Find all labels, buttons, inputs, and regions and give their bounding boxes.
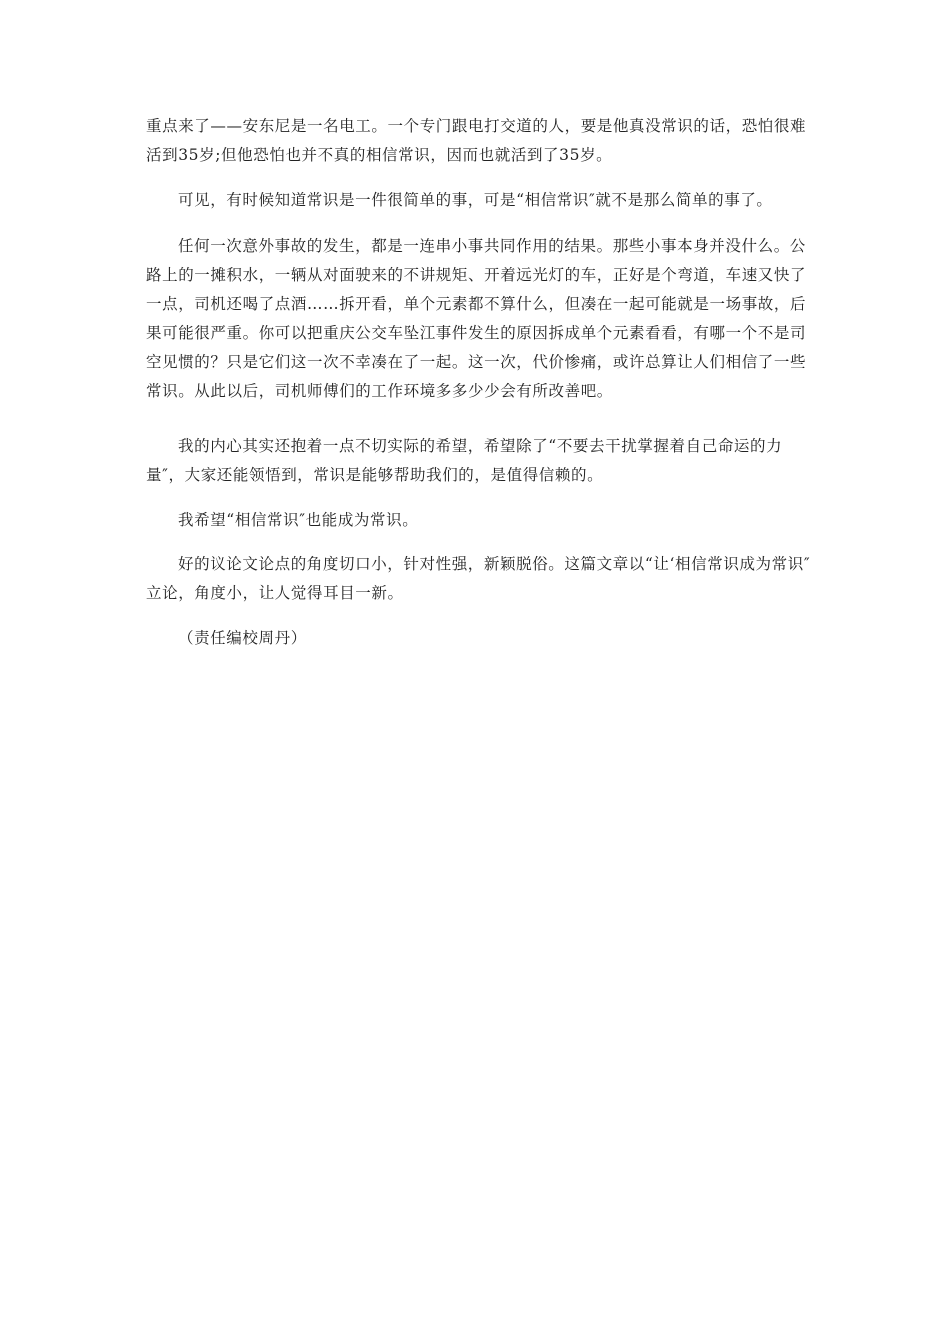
editor-credit: （责任编校周丹） <box>178 629 307 647</box>
paragraph-wish: 我希望“相信常识″也能成为常识。 <box>178 511 419 529</box>
paragraph-electrician: 重点来了——安东尼是一名电工。一个专门跟电打交道的人，要是他真没常识的话，恐怕很难活到35岁;但他恐怕也并不真的相信常识，因而也就活到了35岁。 <box>146 117 807 164</box>
paragraph-commentary: 好的议论文论点的角度切口小，针对性强，新颖脱俗。这篇文章以“让‘相信常识成为常识″立论，角度小，让人觉得耳目一新。 <box>146 555 811 602</box>
paragraph-hope: 我的内心其实还抱着一点不切实际的希望，希望除了“不要去干扰掌握着自己命运的力量″，大家还能领悟到，常识是能够帮助我们的，是值得信赖的。 <box>146 437 783 484</box>
paragraph-believe-common-sense: 可见，有时候知道常识是一件很简单的事，可是“相信常识″就不是那么简单的事了。 <box>178 191 773 209</box>
paragraph-accident-causes: 任何一次意外事故的发生，都是一连串小事共同作用的结果。那些小事本身并没什么。公路上的一摊积水，一辆从对面驶来的不讲规矩、开着远光灯的车，正好是个弯道，车速又快了一点，司机还喝了点酒……拆开看，单个元素都不算什么，但凑在一起可能就是一场事故，后果可能很严重。你可以把重庆公交车坠江事件发生的原因拆成单个元素看看，有哪一个不是司空见惯的？只是它们这一次不幸凑在了一起。这一次，代价惨痛，或许总算让人们相信了一些常识。从此以后，司机师傅们的工作环境多多少少会有所改善吧。 <box>146 237 807 400</box>
